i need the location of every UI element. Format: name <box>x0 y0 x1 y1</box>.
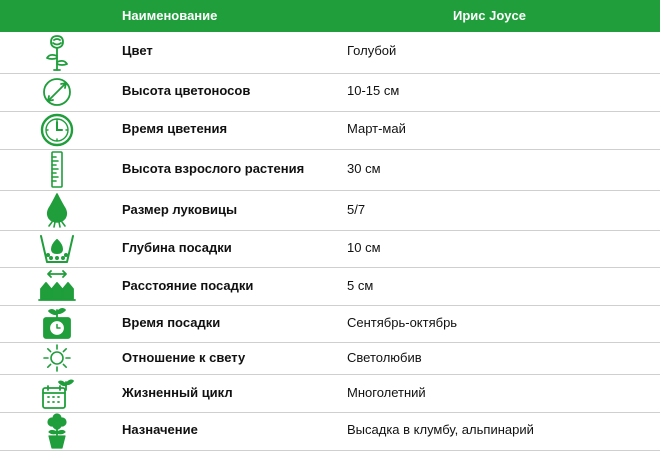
row-value: Март-май <box>347 121 406 136</box>
header-value-column: Ирис Joyce <box>453 8 526 23</box>
table-row <box>0 267 660 306</box>
row-label: Высота взрослого растения <box>122 161 305 176</box>
row-value: 30 см <box>347 161 381 176</box>
ruler-icon <box>34 151 80 188</box>
row-label: Высота цветоносов <box>122 83 251 98</box>
row-label: Размер луковицы <box>122 202 238 217</box>
row-label: Глубина посадки <box>122 240 232 255</box>
table-row <box>0 111 660 150</box>
table-row <box>0 342 660 375</box>
table-row <box>0 412 660 451</box>
diameter-icon <box>34 76 80 108</box>
table-row <box>0 374 660 413</box>
row-value: Сентябрь-октябрь <box>347 315 458 330</box>
table-row <box>0 149 660 191</box>
planting-depth-icon <box>34 232 80 264</box>
header-name-column: Наименование <box>122 8 218 23</box>
row-value: Высадка в клумбу, альпинарий <box>347 422 534 437</box>
row-label: Жизненный цикл <box>122 385 233 400</box>
planting-time-icon <box>34 306 80 340</box>
table-row <box>0 32 660 74</box>
row-value: 10-15 см <box>347 83 400 98</box>
row-label: Отношение к свету <box>122 350 246 365</box>
life-cycle-icon <box>34 376 80 410</box>
row-value: 5/7 <box>347 202 366 217</box>
row-label: Расстояние посадки <box>122 278 254 293</box>
sun-icon <box>34 343 80 373</box>
rose-icon <box>34 34 80 72</box>
row-value: 10 см <box>347 240 381 255</box>
clock-icon <box>34 113 80 147</box>
row-label: Цвет <box>122 43 153 58</box>
spacing-icon <box>34 269 80 301</box>
flower-pot-icon <box>34 413 80 449</box>
table-row <box>0 190 660 231</box>
row-label: Время цветения <box>122 121 228 136</box>
row-value: Многолетний <box>347 385 426 400</box>
row-label: Время посадки <box>122 315 221 330</box>
table-row <box>0 305 660 343</box>
table-row <box>0 73 660 112</box>
table-row <box>0 230 660 268</box>
row-value: 5 см <box>347 278 374 293</box>
bulb-icon <box>34 192 80 228</box>
row-value: Светолюбив <box>347 350 422 365</box>
row-label: Назначение <box>122 422 198 437</box>
row-value: Голубой <box>347 43 397 58</box>
table-header <box>0 0 660 32</box>
